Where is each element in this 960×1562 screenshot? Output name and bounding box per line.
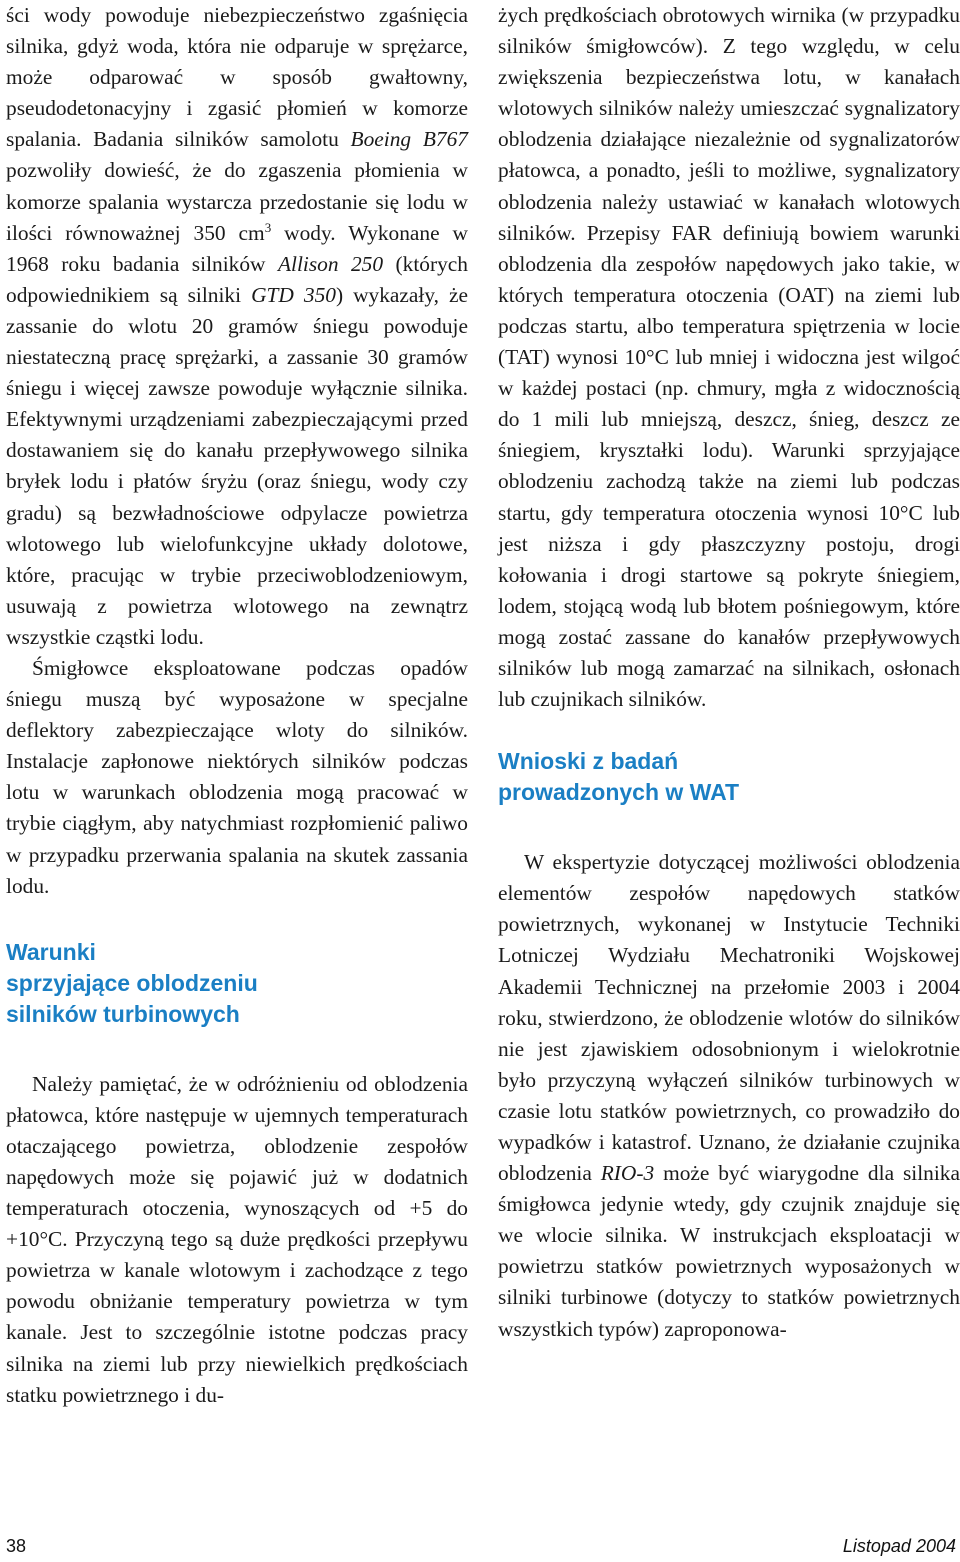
spacer [6, 1030, 468, 1069]
page-number: 38 [6, 1536, 27, 1556]
text-span: ) wykazały, że zassanie do wlotu 20 gramów śniegu powoduje niestateczną pracę sprężarki, a zassanie 30 gramów śniegu i więcej zawsze powoduje wyłącznie silnika. Efektywnymi urządzeniami zabezpieczającymi przed dostawaniem się do kanału przepływowego silnika bryłek lodu i płatów śryżu (oraz śniegu, wody czy gradu) są bezwładnościowe odpylacze powietrza wlotowego lub wielofunkcyjne układy dolotowe, które, pracując w trybie przeciwoblodzeniowym, usuwają z powietrza wlotowego na zewnątrz wszystkie cząstki lodu. [6, 282, 468, 649]
allison-name: Allison 250 [277, 251, 384, 276]
section-heading-wnioski [498, 746, 960, 808]
heading-line: prowadzonych w WAT [498, 779, 740, 806]
spacer [498, 715, 960, 746]
right-body-text-1 [498, 0, 960, 715]
boeing-name: Boeing B767 [350, 127, 468, 152]
text-span: ści wody powoduje niebezpieczeństwo zgaśnięcia silnika, gdyż woda, która nie odparuje w sprężarce, może odparować w sposób gwałtowny, pseudodetonacyjny i zgasić płomień w komorze spalania. Badania silników samolotu [6, 3, 468, 152]
paragraph-helicopters: Śmigłowce eksploatowane podczas opadów śniegu muszą być wyposażone w specjalne deflektory zabezpieczające wloty do silników. Instalacje zapłonowe niektórych silników podczas lotu w warunkach oblodzenia mogą pracować w trybie ciągłym, aby natychmiast rozpłomienić paliwo w przypadku przerwania spalania na skutek zassania lodu. [6, 655, 468, 898]
text-span: może być wiarygodne dla silnika śmigłowca jedynie wtedy, gdy czujnik znajduje się we wlocie silnika. W instrukcjach eksploatacji w powietrzu statków powietrznych wyposażonych w silniki turbinowe (dotyczy to statków powietrznych wszystkich typów) zaproponowa- [498, 1161, 960, 1341]
rio-name: RIO-3 [600, 1161, 655, 1186]
superscript: 3 [264, 219, 272, 235]
heading-line: Wnioski z badań [498, 748, 679, 775]
text-span: (których odpowiednikiem są silniki [6, 251, 468, 307]
section-heading-warunki [6, 937, 468, 1030]
text-span: pozwoliły dowieść, że do zgaszenia płomienia w komorze spalania wystarcza przedostanie się lodu w ilości równoważnej 350 cm [6, 158, 468, 245]
spacer [498, 808, 960, 847]
left-body-text-2 [6, 1069, 468, 1411]
issue-label: Listopad 2004 [842, 1536, 956, 1556]
paragraph-engine-water [6, 0, 468, 653]
text-span: wody. Wykonane w 1968 roku badania silników [6, 220, 468, 276]
paragraph-far: żych prędkościach obrotowych wirnika (w przypadku silników śmigłowców). Z tego względu, w celu zwiększenia bezpieczeństwa lotu, w kanałach wlotowych silników należy umieszczać sygnalizatory oblodzenia działające niezależnie od sygnalizatorów płatowca, a ponadto, jeśli to możliwe, sygnalizatory oblodzenia należy ustawiać w kanałach wlotowych silników. Przepisy FAR definiują bowiem warunki oblodzenia dla zespołów napędowych jako takie, w których temperatura otoczenia (OAT) na ziemi lub podczas startu, albo temperatura spiętrzenia w locie (TAT) wynosi 10°C lub mniej i widoczna jest wilgoć w każdej postaci (np. chmury, mgła z widocznością do 1 mili lub mniejszą, deszcz, śnieg, deszcz ze śniegiem, kryształki lodu). Warunki sprzyjające oblodzeniu zachodzą także na ziemi lub podczas startu, gdy temperatura otoczenia wynosi 10°C lub jest niższa i gdy płaszczyzny postoju, drogi kołowania i drogi startowe są pokryte śniegiem, lodem, stojącą wodą lub błotem pośniegowym, które mogą zostać zassane do kanałów przepływowych silników lub mogą zamarzać na silnikach, osłonach lub czujnikach silników. [498, 3, 960, 712]
right-column [498, 0, 960, 1345]
heading-line: sprzyjające oblodzeniu [6, 969, 258, 996]
paragraph-wat [498, 847, 960, 1345]
heading-line: Warunki [6, 938, 96, 965]
paragraph-conditions: Należy pamiętać, że w odróżnieniu od oblodzenia płatowca, które następuje w ujemnych temperaturach otaczającego powietrza, oblodzenie zespołów napędowych może się pojawić już w dodatnich temperaturach otoczenia, wynoszących od +5 do +10°C. Przyczyną tego są duże prędkości przepływu powietrza w kanale wlotowym i zachodzące z tego powodu obniżanie temperatury powietrza w tym kanale. Jest to szczególnie istotne podczas pracy silnika na ziemi lub przy niewielkich prędkościach statku powietrznego i du- [6, 1071, 468, 1407]
right-body-text-2 [498, 847, 960, 1345]
gtd-name: GTD 350 [251, 282, 336, 307]
spacer [6, 902, 468, 937]
heading-line: silników turbinowych [6, 1000, 240, 1027]
left-column [6, 0, 468, 1411]
text-span: W ekspertyzie dotyczącej możliwości oblodzenia elementów zespołów napędowych statków powietrznych, wykonanej w Instytucie Techniki Lotniczej Wydziału Mechatroniki Wojskowej Akademii Technicznej na przełomie 2003 i 2004 roku, stwierdzono, że oblodzenie wlotów do silników nie jest zjawiskiem odosobnionym i wielokrotnie było przyczyną wyłączeń silników turbinowych w czasie lotu statków powietrznych, co prowadziło do wypadków i katastrof. Uznano, że działanie czujnika oblodzenia [498, 850, 960, 1186]
left-body-text-1 [6, 0, 468, 902]
